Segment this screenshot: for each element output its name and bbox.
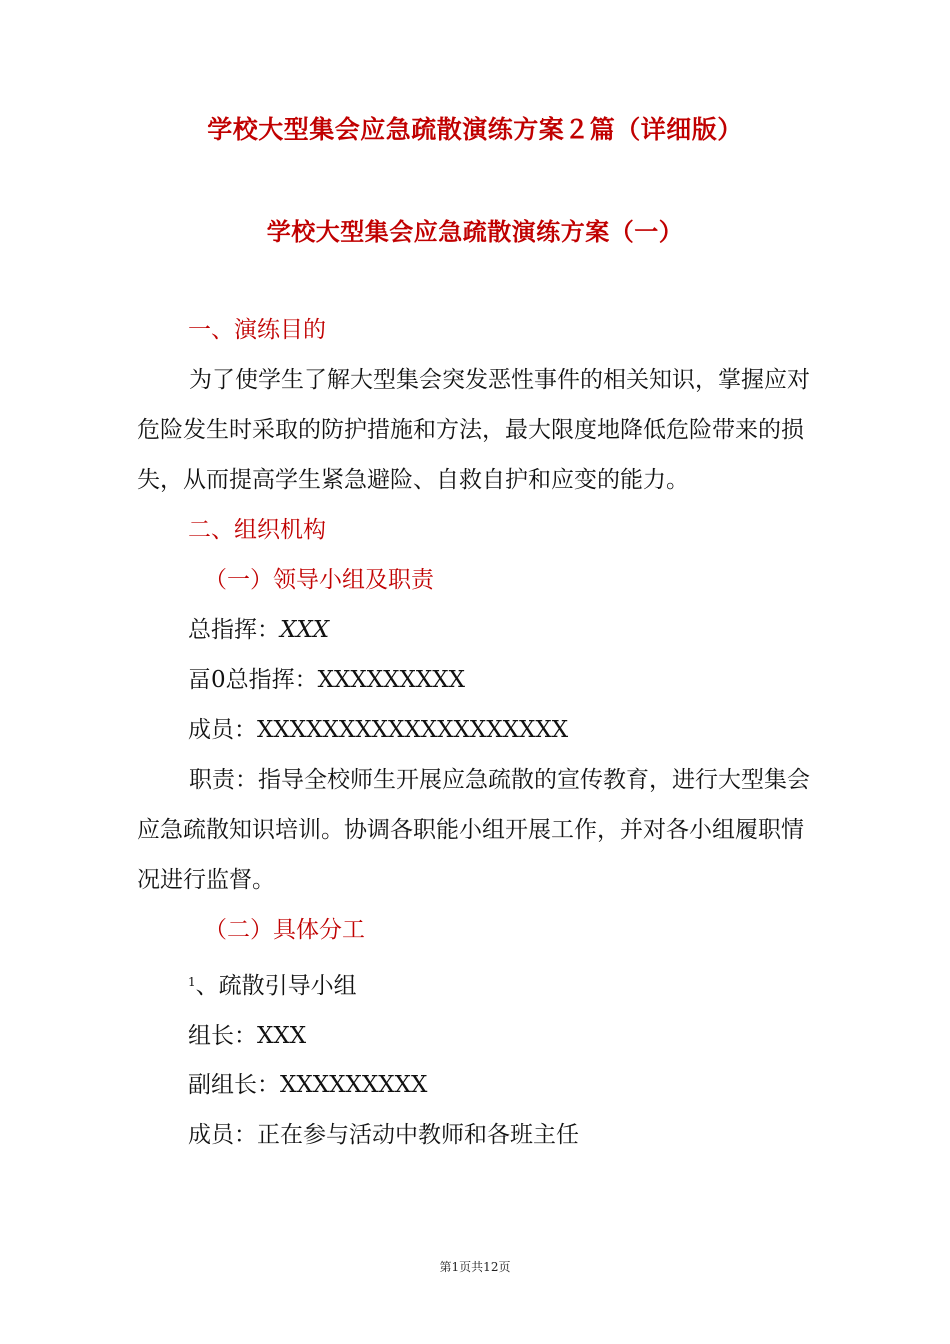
subsection-heading-division: （二）具体分工 [204, 917, 365, 943]
document-title: 学校大型集会应急疏散演练方案２篇（详细版） [207, 115, 743, 144]
group1-members-label: 成员： [188, 1122, 257, 1148]
commander-line [188, 615, 329, 645]
deputy-commander-line [188, 665, 465, 695]
group1-deputy-line [188, 1070, 427, 1100]
group1-deputy-value: XXXXXXXXX [280, 1072, 428, 1098]
duty-paragraph: 职责：指导全校师生开展应急疏散的宣传教育，进行大型集会应急疏散知识培训。协调各职能小组开展工作，并对各小组履职情况进行监督。 [137, 767, 810, 893]
members-line [188, 715, 568, 745]
members-label: 成员： [188, 717, 257, 743]
members-value: XXXXXXXXXXXXXXXXXXX [257, 717, 569, 743]
section-body-purpose: 为了使学生了解大型集会突发恶性事件的相关知识，掌握应对危险发生时采取的防护措施和方法，最大限度地降低危险带来的损失，从而提高学生紧急避险、自救自护和应变的能力。 [137, 367, 810, 493]
group1-members-line [188, 1120, 579, 1150]
deputy-commander-value: XXXXXXXXX [317, 667, 466, 693]
commander-value: XXX [280, 617, 330, 643]
deputy-commander-label: 畐0总指挥： [188, 667, 318, 693]
section-heading-organization: 二、组织机构 [188, 517, 326, 543]
document-subtitle: 学校大型集会应急疏散演练方案（一） [266, 218, 684, 246]
group1-members-value: 正在参与活动中教师和各班主任 [257, 1122, 579, 1148]
group1-leader-label: 组长： [188, 1023, 257, 1049]
subsection-heading-leadership: （一）领导小组及职责 [204, 567, 434, 593]
group1-heading-line [188, 971, 357, 1001]
section-heading-purpose: 一、演练目的 [188, 317, 326, 343]
page-footer: 第1页共12页 [439, 1260, 511, 1274]
group1-leader-value: XXX [257, 1023, 307, 1049]
group1-heading: 、疏散引导小组 [195, 973, 357, 999]
group1-leader-line [188, 1021, 306, 1051]
group1-deputy-label: 副组长： [188, 1072, 280, 1098]
group1-number: 1 [188, 975, 196, 989]
commander-label: 总指挥： [188, 617, 280, 643]
